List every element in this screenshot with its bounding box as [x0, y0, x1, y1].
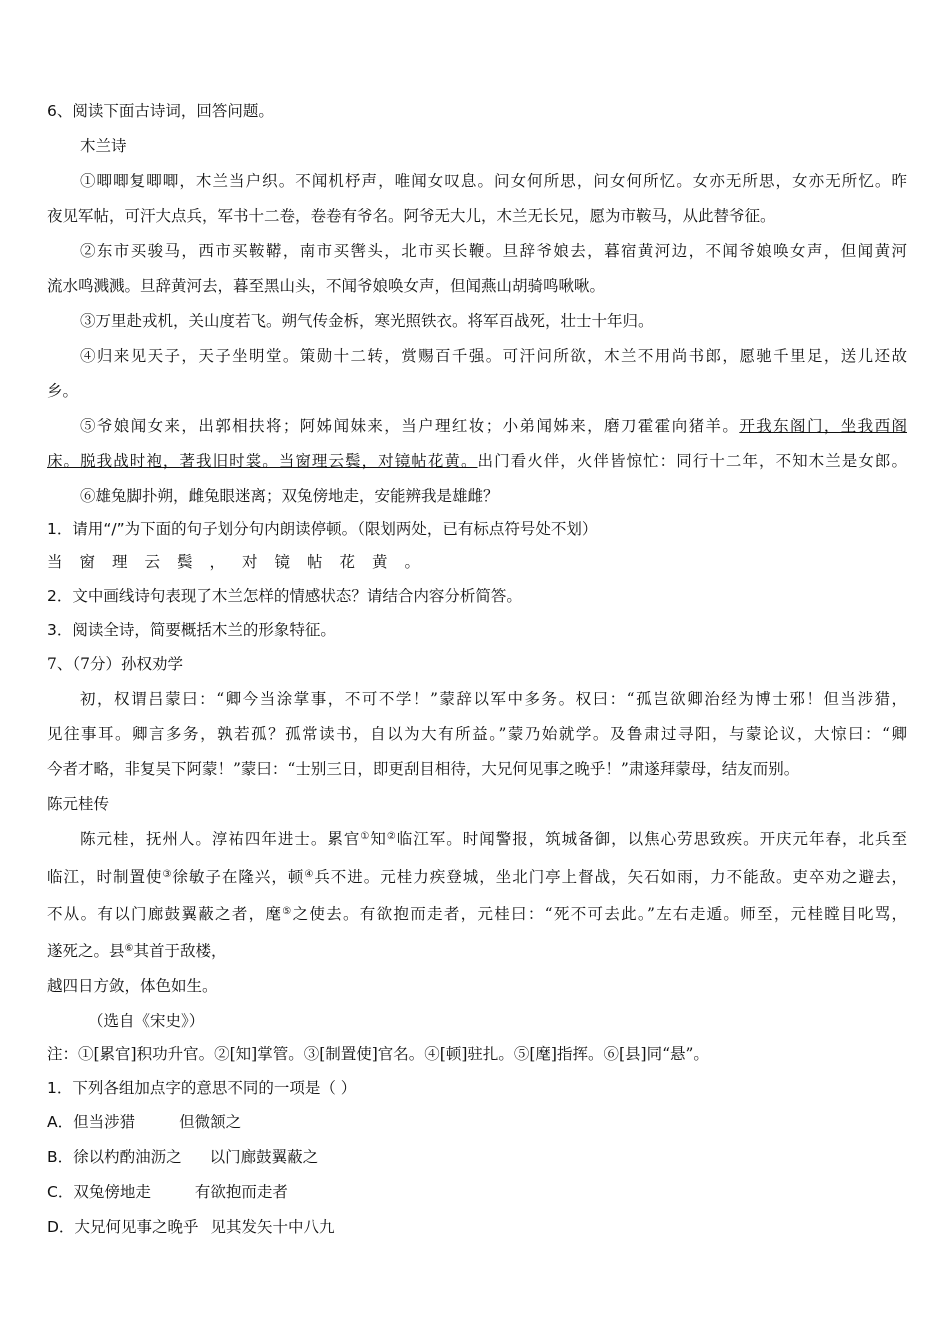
q6-sub2: 2．文中画线诗句表现了木兰怎样的情感状态？请结合内容分析简答。 — [47, 587, 522, 605]
q6-sub1: 1．请用“/”为下面的句子划分句内朗读停顿。（限划两处，已有标点符号处不划） — [47, 520, 598, 538]
option-right-text: 但微颔之 — [179, 1113, 242, 1131]
option-left-text: 但当涉猎 — [73, 1113, 136, 1131]
passage1-line3: 今者才略，非复吴下阿蒙！”蒙曰：“士别三日，即更刮目相待，大兄何见事之晚乎！”肃遂拜蒙母，结友而别。 — [47, 760, 800, 778]
option-b — [47, 1146, 907, 1168]
passage2-text: 临江军。时闻警报，筑城备御，以焦心劳思致疾。开庆元年春，北兵至 — [396, 830, 907, 848]
passage2-line1 — [80, 828, 907, 850]
q6-heading: 6、阅读下面古诗词，回答问题。 — [47, 102, 274, 120]
passage2-line4 — [47, 940, 907, 962]
passage1-line1: 初，权谓吕蒙曰：“卿今当涂掌事，不可不学！”蒙辞以军中多务。权曰：“孤岂欲卿治经为博士邪！但当涉猎， — [80, 690, 907, 708]
option-left-text: 双兔傍地走 — [73, 1183, 151, 1201]
option-d — [47, 1216, 907, 1238]
passage2-text: 徐敏子在隆兴，顿 — [172, 868, 305, 886]
option-left-text: 大兄何见事之晚乎 — [74, 1218, 199, 1236]
footnote-mark: ① — [360, 831, 371, 842]
poem-para5-text: ⑤爷娘闻女来，出郭相扶将；阿姊闻妹来，当户理红妆；小弟闻姊来，磨刀霍霍向猪羊。 — [80, 417, 740, 435]
option-letter: D． — [47, 1218, 75, 1236]
sentence-part-b: 对镜帖花黄。 — [242, 553, 438, 571]
poem-para4-line1: ④归来见天子，天子坐明堂。策勋十二转，赏赐百千强。可汗问所欲，木兰不用尚书郎，愿驰千里足，送儿还故 — [80, 347, 907, 365]
underlined-verse: 床。脱我战时袍，著我旧时裳。当窗理云鬓，对镜帖花黄。 — [47, 452, 478, 470]
passage2-text: 不从。有以门廊鼓翼蔽之者，麾 — [47, 905, 283, 923]
option-right-text: 见其发矢十中八九 — [210, 1218, 335, 1236]
poem-para5-text: 出门看火伴，火伴皆惊忙：同行十二年，不知木兰是女郎。 — [477, 452, 907, 470]
footnote-mark: ④ — [304, 869, 315, 880]
poem-para4-line2: 乡。 — [47, 382, 79, 400]
option-a — [47, 1111, 907, 1133]
option-left-text: 徐以杓酌油沥之 — [73, 1148, 182, 1166]
option-letter: B． — [47, 1148, 74, 1166]
passage2-source: （选自《宋史》） — [88, 1012, 205, 1030]
footnote-mark: ② — [386, 831, 397, 842]
option-letter: C． — [47, 1183, 74, 1201]
passage2-title: 陈元桂传 — [47, 795, 110, 813]
sentence-part-a: 当窗理云鬓， — [47, 553, 243, 571]
passage2-line5: 越四日方敛，体色如生。 — [47, 977, 218, 995]
poem-para5-line1 — [80, 415, 907, 437]
annotation-notes: 注：①[累官]积功升官。②[知]掌管。③[制置使]官名。④[顿]驻扎。⑤[麾]指挥。⑥[县]同“悬”。 — [47, 1045, 709, 1063]
poem-para2-line1: ②东市买骏马，西市买鞍鞯，南市买辔头，北市买长鞭。旦辞爷娘去，暮宿黄河边，不闻爷娘唤女声，但闻黄河 — [80, 242, 907, 260]
passage2-text: 陈元桂，抚州人。淳祐四年进士。累官 — [80, 830, 361, 848]
option-letter: A． — [47, 1113, 74, 1131]
footnote-mark: ③ — [162, 869, 173, 880]
footnote-mark: ⑤ — [282, 906, 293, 917]
poem-para5-line2 — [47, 450, 907, 472]
passage1-line2: 见往事耳。卿言多务，孰若孤？孤常读书，自以为大有所益。”蒙乃始就学。及鲁肃过寻阳，与蒙论议，大惊曰：“卿 — [47, 725, 907, 743]
passage2-text: 临江，时制置使 — [47, 868, 163, 886]
poem-title: 木兰诗 — [80, 137, 127, 155]
q7-heading: 7、（7分）孙权劝学 — [47, 655, 183, 673]
passage2-line3 — [47, 903, 907, 925]
poem-para6-line1: ⑥雄兔脚扑朔，雌兔眼迷离；双兔傍地走，安能辨我是雄雌？ — [80, 487, 499, 505]
q6-sub3: 3．阅读全诗，简要概括木兰的形象特征。 — [47, 621, 336, 639]
passage2-text: 知 — [370, 830, 387, 848]
poem-para2-line2: 流水鸣溅溅。旦辞黄河去，暮至黑山头，不闻爷娘唤女声，但闻燕山胡骑鸣啾啾。 — [47, 277, 606, 295]
footnote-mark: ⑥ — [124, 943, 134, 954]
option-right-text: 以门廊鼓翼蔽之 — [209, 1148, 319, 1166]
passage2-text: 遂死之。县 — [47, 942, 125, 960]
poem-para1-line2: 夜见军帖，可汗大点兵，军书十二卷，卷卷有爷名。阿爷无大儿，木兰无长兄，愿为市鞍马，从此替爷征。 — [47, 207, 776, 225]
q6-sub1-sentence — [47, 551, 907, 573]
q7-sub1: 1．下列各组加点字的意思不同的一项是（ ） — [47, 1079, 357, 1097]
poem-para3-line1: ③万里赴戎机，关山度若飞。朔气传金柝，寒光照铁衣。将军百战死，壮士十年归。 — [80, 312, 654, 330]
option-c — [47, 1181, 907, 1203]
option-right-text: 有欲抱而走者 — [194, 1183, 288, 1201]
underlined-verse: 开我东阁门，坐我西阁 — [739, 417, 907, 435]
passage2-line2 — [47, 866, 907, 888]
passage2-text: 之使去。有欲抱而走者，元桂曰：“死不可去此。”左右走遁。师至，元桂瞠目叱骂， — [292, 905, 907, 923]
passage2-text: 其首于敌楼， — [133, 942, 227, 960]
poem-para1-line1: ①唧唧复唧唧，木兰当户织。不闻机杼声，唯闻女叹息。问女何所思，问女何所忆。女亦无所思，女亦无所忆。昨 — [80, 172, 907, 190]
passage2-text: 兵不进。元桂力疾登城，坐北门亭上督战，矢石如雨，力不能敌。吏卒劝之避去， — [314, 868, 907, 886]
